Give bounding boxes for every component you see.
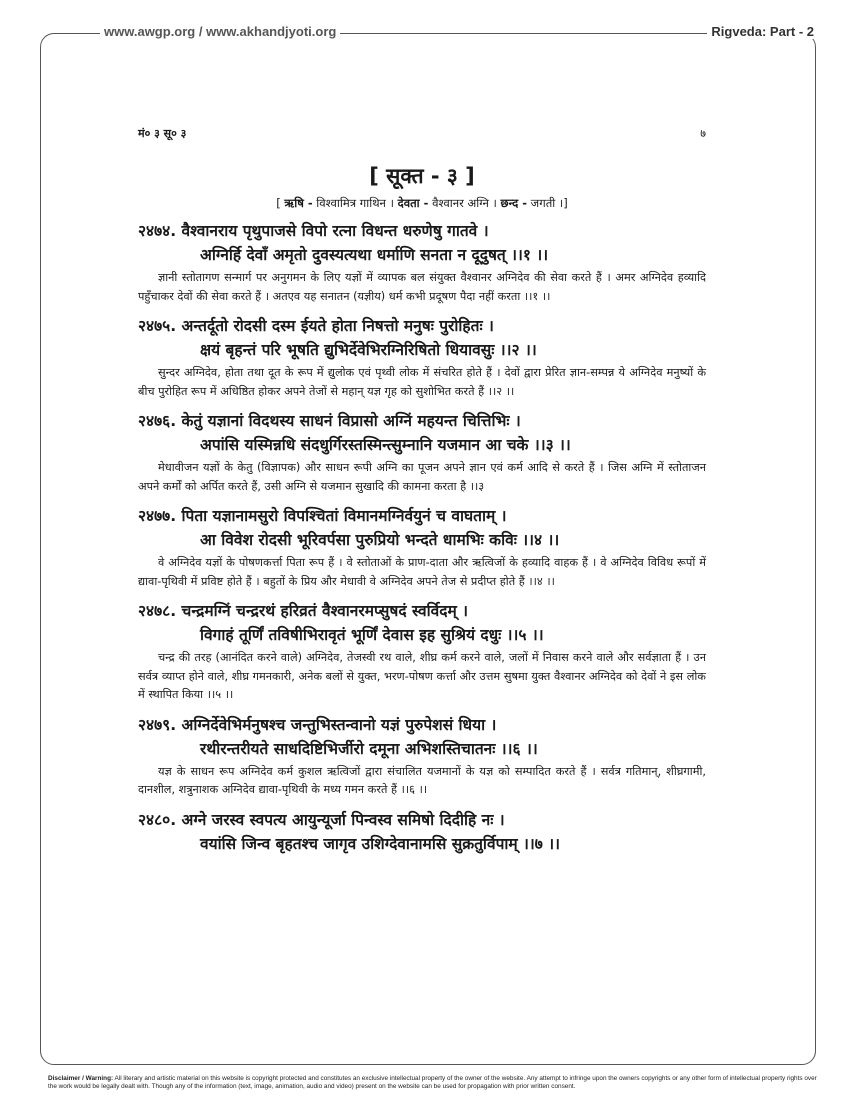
verse-2478 — [138, 599, 706, 705]
verse-line-2: अग्निर्हि देवाँ अमृतो दुवस्यत्यथा धर्माणि सनता न दूदुषत् ।।१ ।। — [200, 246, 549, 264]
verse-line-2: विगाहं तूर्णिं तविषीभिरावृतं भूर्णिं देवास इह सुश्रियं दधुः ।।५ ।। — [200, 626, 544, 644]
disclaimer-label: Disclaimer / Warning: — [48, 1075, 114, 1082]
verse-2477 — [138, 504, 706, 591]
verse-line-2: अपांसि यस्मिन्नधि संदधुर्गिरस्तस्मिन्त्सुम्नानि यजमान आ चके ।।३ ।। — [200, 436, 571, 454]
verse-line-1: २४७७. पिता यज्ञानामसुरो विपश्चितां विमानमग्निर्वयुनं च वाघताम् । — [138, 507, 507, 525]
devata-value: वैश्वानर अग्नि । — [428, 196, 501, 210]
website-url: www.awgp.org / www.akhandjyoti.org — [100, 24, 340, 39]
verse-line-1: २४८०. अग्ने जरस्व स्वपत्य आयुन्यूर्जा पिन्वस्व समिषो दिदीहि नः । — [138, 810, 505, 829]
rishi-label: ऋषि - — [284, 196, 313, 210]
chhand-value: जगती ।] — [527, 196, 568, 210]
devata-label: देवता - — [397, 196, 429, 210]
disclaimer — [48, 1075, 818, 1091]
verse-line-1: २४७९. अग्निर्देवेभिर्मनुषश्च जन्तुभिस्तन्वानो यज्ञं पुरुपेशसं धिया । — [138, 715, 497, 734]
verse-line-2: आ विवेश रोदसी भूरिवर्पसा पुरुप्रियो भन्दते धामभिः कविः ।।४ ।। — [200, 531, 560, 549]
disclaimer-text: All literary and artistic material on this website is copyright protected and constitutes an exclusive intellectual property of the owner of the website. Any attempt to infringe upon the owners copyrights or any other form of intellectual property rights over the work would be legally dealt with. Though any of the information (text, image, animation, audio and video) present on the website can be used for propagation with prior written consent. — [48, 1075, 817, 1090]
verse-line-2: रथीरन्तरीयते साधदिष्टिभिर्जीरो दमूना अभिशस्तिचातनः ।।६ ।। — [200, 739, 538, 758]
page-reference-row — [138, 120, 706, 144]
verse-line-1: २४७५. अन्तर्दूतो रोदसी दस्म ईयते होता निषत्तो मनुषः पुरोहितः । — [138, 317, 494, 335]
verse-translation: चन्द्र की तरह (आनंदित करने वाले) अग्निदेव, तेजस्वी रथ वाले, शीघ्र कर्म करने वाले, जलों में निवास करने वाले और सर्वज्ञाता हैं । उन सर्वत्र व्याप्त होने वाले, शीघ्र गमनकारी, अनेक बलों से युक्त, भरण-पोषण कर्त्ता और उत्तम सुषमा युक्त वैश्वानर अग्निदेव को देवों ने इस लोक में स्थापित किया ।।५ ।। — [138, 651, 706, 701]
verse-translation: मेधावीजन यज्ञों के केतु (विज्ञापक) और साधन रूपी अग्नि का पूजन अपने ज्ञान एवं कर्म आदि से करते हैं । जिस अग्नि में स्तोताजन अपने कर्मों को अर्पित करते हैं, उसी अग्नि से यजमान सुखादि की कामना करता है ।।३ — [138, 461, 706, 493]
sukta-title: [ सूक्त - ३ ] — [369, 164, 475, 188]
page-number: ७ — [700, 127, 706, 140]
verse-line-1: २४७६. केतुं यज्ञानां विदथस्य साधनं विप्रासो अग्निं महयन्त चित्तिभिः । — [138, 412, 521, 430]
verse-line-2: वयांसि जिन्व बृहतश्च जागृव उशिग्देवानामसि सुक्रतुर्विपाम् ।।७ ।। — [200, 834, 561, 853]
book-title: Rigveda: Part - 2 — [707, 24, 818, 39]
verse-translation: ज्ञानी स्तोतागण सन्मार्ग पर अनुगमन के लिए यज्ञों में व्यापक बल संयुक्त वैश्वानर अग्निदेव की सेवा करते हैं । अमर अग्निदेव हव्यादि पहुँचाकर देवों की सेवा करते हैं । अतएव यह सनातन (यज्ञीय) धर्म कभी प्रदूषण पैदा नहीं करता ।।१ ।। — [138, 271, 706, 303]
verse-translation: यज्ञ के साधन रूप अग्निदेव कर्म कुशल ऋत्विजों द्वारा संचालित यजमानों के यज्ञ को सम्पादित करते हैं । सर्वत्र गतिमान्, शीघ्रगामी, दानशील, शत्रुनाशक अग्निदेव द्यावा-पृथिवी के मध्य गमन करते हैं ।।६ ।। — [138, 764, 706, 796]
mandala-sukta-ref: मं० ३ सू० ३ — [138, 127, 187, 140]
verse-2474 — [138, 219, 706, 306]
verse-2480 — [138, 808, 706, 856]
verse-translation: वे अग्निदेव यज्ञों के पोषणकर्त्ता पिता रूप हैं । वे स्तोताओं के प्राण-दाता और ऋत्विजों के हव्यादि वाहक हैं । वे अग्निदेव विविध रूपों में द्यावा-पृथिवी में प्रविष्ट होते हैं । बहुतों के प्रिय और मेधावी वे अग्निदेव अपने तेज से प्रदीप्त होते हैं ।।४ ।। — [138, 556, 706, 588]
verse-2475 — [138, 314, 706, 401]
verse-line-1: २४७४. वैश्वानराय पृथुपाजसे विपो रत्ना विधन्त धरुणेषु गातवे । — [138, 222, 489, 240]
attr-open: [ — [276, 196, 285, 210]
verse-line-2: क्षयं बृहन्तं परि भूषति द्युभिर्देवेभिरग्निरिषितो धियावसुः ।।२ ।। — [200, 341, 537, 359]
verse-translation: सुन्दर अग्निदेव, होता तथा दूत के रूप में द्युलोक एवं पृथ्वी लोक में संचरित होते हैं । देवों द्वारा प्रेरित ज्ञान-सम्पन्न ये अग्निदेव मनुष्यों के बीच पुरोहित रूप में अधिष्ठित होकर अपने तेजों से महान् यज्ञ गृह को सुशोभित करते हैं ।।२ ।। — [138, 366, 706, 398]
verse-2476 — [138, 409, 706, 496]
sukta-attribution — [138, 196, 706, 211]
verse-2479 — [138, 713, 706, 800]
verse-line-1: २४७८. चन्द्रमग्निं चन्द्ररथं हरिव्रतं वैश्वानरमप्सुषदं स्वर्विदम् । — [138, 602, 468, 620]
chhand-label: छन्द - — [500, 196, 528, 210]
rishi-value: विश्वामित्र गाथिन । — [312, 196, 398, 210]
page-content — [138, 120, 706, 856]
